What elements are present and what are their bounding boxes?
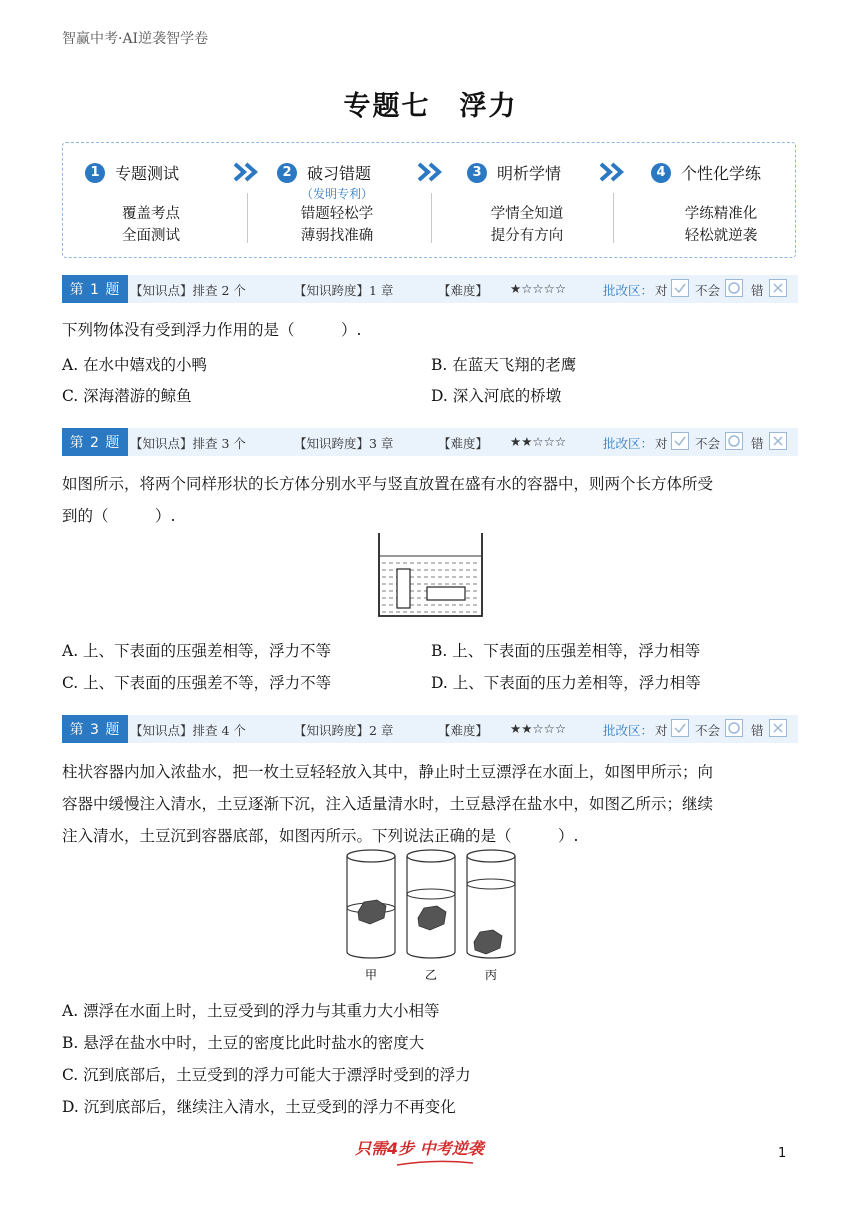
step-4-desc (661, 203, 781, 247)
option-d: D. 深入河底的桥墩 (431, 387, 562, 405)
fig-label-yi: 乙 (424, 968, 438, 982)
difficulty-label: 【难度】 (438, 723, 489, 738)
difficulty-label: 【难度】 (438, 283, 489, 298)
unsure-checkbox[interactable] (725, 279, 743, 297)
slogan-underline (395, 1158, 475, 1168)
step-1 (85, 161, 255, 184)
question-badge: 第 1 题 (62, 275, 128, 303)
page-title: 专题七 浮力 (343, 91, 518, 122)
step-desc-line: 轻松就逆袭 (684, 228, 758, 244)
knowledge-span: 【知识跨度】2 章 (294, 723, 394, 738)
difficulty-stars: ★★☆☆☆ (510, 434, 567, 449)
question-meta (128, 275, 638, 303)
chevron-right-icon (233, 161, 261, 183)
grading-area (593, 428, 798, 456)
step-number: 1 (85, 163, 105, 183)
right-label: 对 (655, 283, 668, 298)
grading-label: 批改区： (603, 436, 654, 451)
step-1-desc (91, 203, 211, 247)
question-meta (128, 715, 638, 743)
difficulty-stars: ★☆☆☆☆ (510, 281, 567, 296)
steps-box (62, 142, 796, 258)
unsure-checkbox[interactable] (725, 719, 743, 737)
question-bar (62, 275, 798, 303)
container-figure (376, 533, 486, 618)
step-number: 4 (651, 163, 671, 183)
option-a: A. 在水中嬉戏的小鸭 (62, 356, 208, 374)
step-title: 破习错题 (307, 164, 372, 183)
option-b: B. 上、下表面的压强差相等，浮力相等 (431, 642, 701, 660)
divider (431, 193, 432, 243)
divider (247, 193, 248, 243)
right-label: 对 (655, 723, 668, 738)
knowledge-span: 【知识跨度】1 章 (294, 283, 394, 298)
option-b: B. 悬浮在盐水中时，土豆的密度比此时盐水的密度大 (62, 1034, 425, 1052)
step-title: 明析学情 (497, 164, 562, 183)
step-desc-line: 提分有方向 (490, 228, 564, 244)
page-number: 1 (778, 1146, 787, 1161)
chevron-right-icon (417, 161, 445, 183)
unsure-label: 不会 (695, 723, 721, 738)
knowledge-span: 【知识跨度】3 章 (294, 436, 394, 451)
step-3-desc (467, 203, 587, 247)
step-number: 3 (467, 163, 487, 183)
wrong-label: 错 (751, 436, 764, 451)
question-meta (128, 428, 638, 456)
patent-tag: （发明专利） (301, 187, 374, 201)
fig-label-bing: 丙 (484, 968, 498, 982)
step-desc-line: 错题轻松学 (300, 206, 374, 222)
step-desc-line: 覆盖考点 (122, 206, 180, 222)
grading-area (593, 715, 798, 743)
knowledge-count: 【知识点】排查 4 个 (130, 723, 246, 738)
cylinder-yi (407, 850, 455, 958)
header-text: 智赢中考·AI逆袭智学卷 (62, 31, 209, 47)
right-checkbox[interactable] (671, 432, 689, 450)
step-2-desc (277, 203, 397, 247)
fig-label-jia: 甲 (364, 968, 378, 982)
unsure-label: 不会 (695, 436, 721, 451)
option-c: C. 上、下表面的压强差不等，浮力不等 (62, 674, 332, 692)
right-checkbox[interactable] (671, 719, 689, 737)
right-checkbox[interactable] (671, 279, 689, 297)
grading-area (593, 275, 798, 303)
step-number: 2 (277, 163, 297, 183)
divider (613, 193, 614, 243)
chevron-right-icon (599, 161, 627, 183)
option-d: D. 沉到底部后，继续注入清水，土豆受到的浮力不再变化 (62, 1098, 456, 1116)
option-c: C. 深海潜游的鲸鱼 (62, 387, 192, 405)
wrong-label: 错 (751, 723, 764, 738)
stem-line: 柱状容器内加入浓盐水，把一枚土豆轻轻放入其中，静止时土豆漂浮在水面上，如图甲所示；向 (62, 763, 714, 781)
right-label: 对 (655, 436, 668, 451)
knowledge-count: 【知识点】排查 2 个 (130, 283, 246, 298)
cylinders-figure (340, 846, 530, 986)
wrong-checkbox[interactable] (769, 719, 787, 737)
step-desc-line: 薄弱找准确 (300, 228, 374, 244)
difficulty-label: 【难度】 (438, 436, 489, 451)
cylinder-jia (347, 850, 395, 958)
wrong-checkbox[interactable] (769, 432, 787, 450)
question-stem (62, 468, 798, 532)
step-desc-line: 学练精准化 (684, 206, 758, 222)
unsure-checkbox[interactable] (725, 432, 743, 450)
option-b: B. 在蓝天飞翔的老鹰 (431, 356, 577, 374)
stem-line: 到的（ ）. (62, 507, 176, 525)
step-title: 个性化学练 (681, 164, 762, 183)
step-desc-line: 学情全知道 (490, 206, 564, 222)
option-a: A. 上、下表面的压强差相等，浮力不等 (62, 642, 332, 660)
option-d: D. 上、下表面的压力差相等，浮力相等 (431, 674, 701, 692)
stem-line: 如图所示，将两个同样形状的长方体分别水平与竖直放置在盛有水的容器中，则两个长方体所受 (62, 475, 714, 493)
difficulty-stars: ★★☆☆☆ (510, 721, 567, 736)
option-c: C. 沉到底部后，土豆受到的浮力可能大于漂浮时受到的浮力 (62, 1066, 471, 1084)
step-4 (651, 161, 821, 184)
question-badge: 第 2 题 (62, 428, 128, 456)
wrong-checkbox[interactable] (769, 279, 787, 297)
grading-label: 批改区： (603, 283, 654, 298)
grading-label: 批改区： (603, 723, 654, 738)
unsure-label: 不会 (695, 283, 721, 298)
question-stem: 下列物体没有受到浮力作用的是（ ）. (62, 321, 362, 339)
footer-slogan: 只需4步 中考逆袭 (355, 1139, 484, 1158)
question-badge: 第 3 题 (62, 715, 128, 743)
knowledge-count: 【知识点】排查 3 个 (130, 436, 246, 451)
question-bar (62, 428, 798, 456)
step-title: 专题测试 (115, 164, 180, 183)
wrong-label: 错 (751, 283, 764, 298)
stem-line: 注入清水，土豆沉到容器底部，如图丙所示。下列说法正确的是（ ）. (62, 827, 579, 845)
step-desc-line: 全面测试 (122, 228, 180, 244)
question-bar (62, 715, 798, 743)
option-a: A. 漂浮在水面上时，土豆受到的浮力与其重力大小相等 (62, 1002, 440, 1020)
stem-line: 容器中缓慢注入清水，土豆逐渐下沉，注入适量清水时，土豆悬浮在盐水中，如图乙所示；继续 (62, 795, 714, 813)
question-stem (62, 756, 798, 852)
cylinder-bing (467, 850, 515, 958)
